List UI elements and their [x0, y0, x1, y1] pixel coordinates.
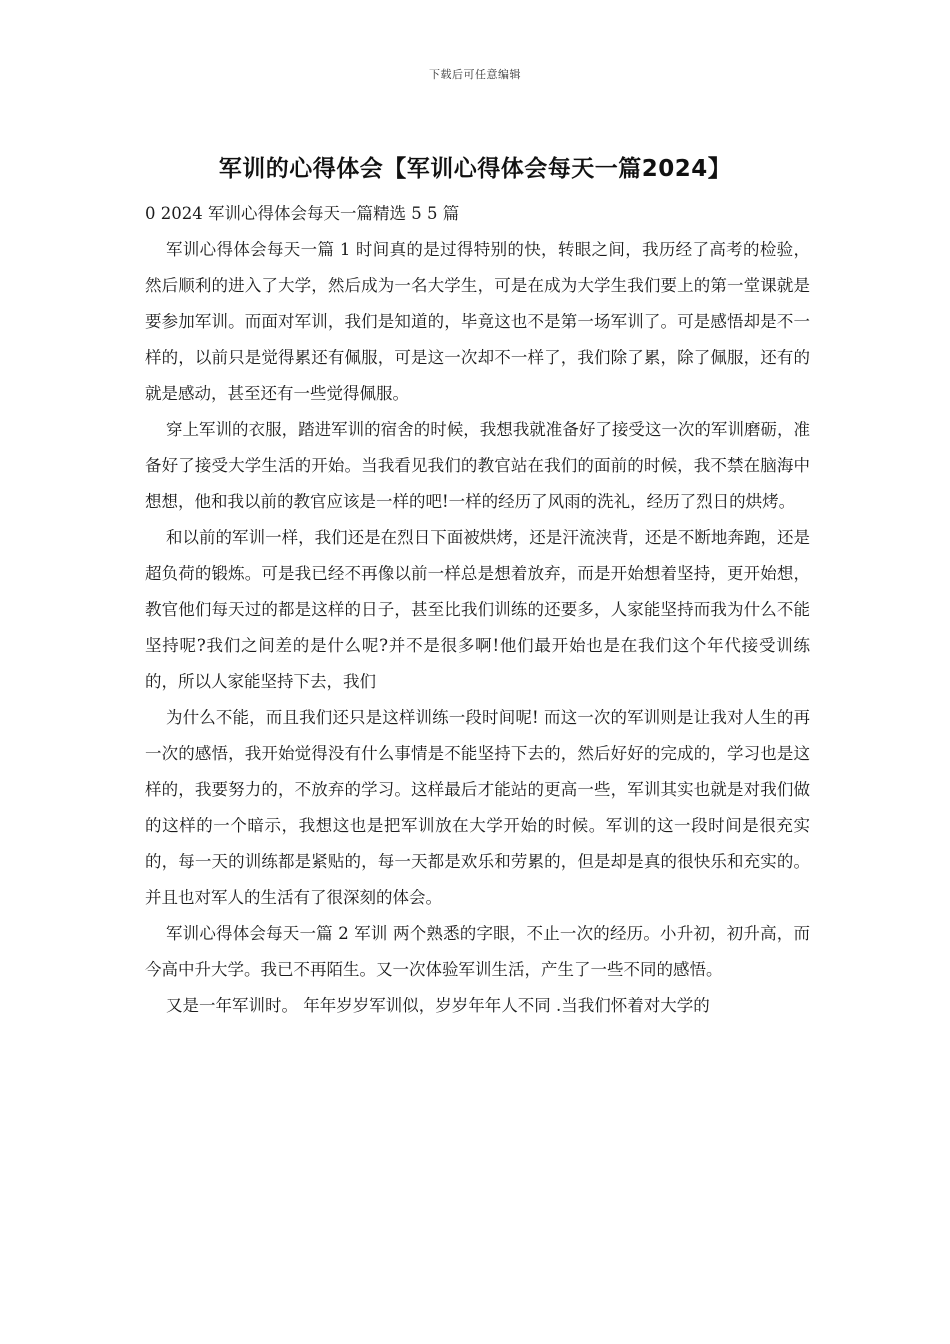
paragraph: 又是一年军训时。 年年岁岁军训似，岁岁年年人不同 .当我们怀着对大学的: [166, 996, 710, 1015]
document-title: 军训的心得体会【军训心得体会每天一篇2024】: [218, 156, 732, 182]
document-subtitle: 0 2024 军训心得体会每天一篇精选 5 5 篇: [145, 204, 460, 223]
paragraph: 军训心得体会每天一篇 2 军训 两个熟悉的字眼，不止一次的经历。小升初，初升高，而今高中升大学。我已不再陌生。又一次体验军训生活，产生了一些不同的感悟。: [145, 924, 810, 979]
paragraph: 和以前的军训一样，我们还是在烈日下面被烘烤，还是汗流浃背，还是不断地奔跑，还是超负荷的锻炼。可是我已经不再像以前一样总是想着放弃，而是开始想着坚持，更开始想，教官他们每天过的都是这样的日子，甚至比我们训练的还要多，人家能坚持而我为什么不能坚持呢?我们之间差的是什么呢?并不是很多啊!他们最开始也是在我们这个年代接受训练的，所以人家能坚持下去，我们: [145, 528, 810, 691]
paragraph: 为什么不能，而且我们还只是这样训练一段时间呢! 而这一次的军训则是让我对人生的再一次的感悟，我开始觉得没有什么事情是不能坚持下去的，然后好好的完成的，学习也是这样的，我要努力的，不放弃的学习。这样最后才能站的更高一些，军训其实也就是对我们做的这样的一个暗示，我想这也是把军训放在大学开始的时候。军训的这一段时间是很充实的，每一天的训练都是紧贴的，每一天都是欢乐和劳累的，但是却是真的很快乐和充实的。并且也对军人的生活有了很深刻的体会。: [145, 708, 810, 907]
paragraph: 穿上军训的衣服，踏进军训的宿舍的时候，我想我就准备好了接受这一次的军训磨砺，准备好了接受大学生活的开始。当我看见我们的教官站在我们的面前的时候，我不禁在脑海中想想，他和我以前的教官应该是一样的吧!一样的经历了风雨的洗礼，经历了烈日的烘烤。: [145, 420, 810, 511]
header-note: 下载后可任意编辑: [429, 68, 521, 81]
paragraph: 军训心得体会每天一篇 1 时间真的是过得特别的快，转眼之间，我历经了高考的检验，然后顺利的进入了大学，然后成为一名大学生，可是在成为大学生我们要上的第一堂课就是要参加军训。而面对军训，我们是知道的，毕竟这也不是第一场军训了。可是感悟却是不一样的，以前只是觉得累还有佩服，可是这一次却不一样了，我们除了累，除了佩服，还有的就是感动，甚至还有一些觉得佩服。: [145, 240, 810, 403]
document-body: [145, 196, 810, 1024]
